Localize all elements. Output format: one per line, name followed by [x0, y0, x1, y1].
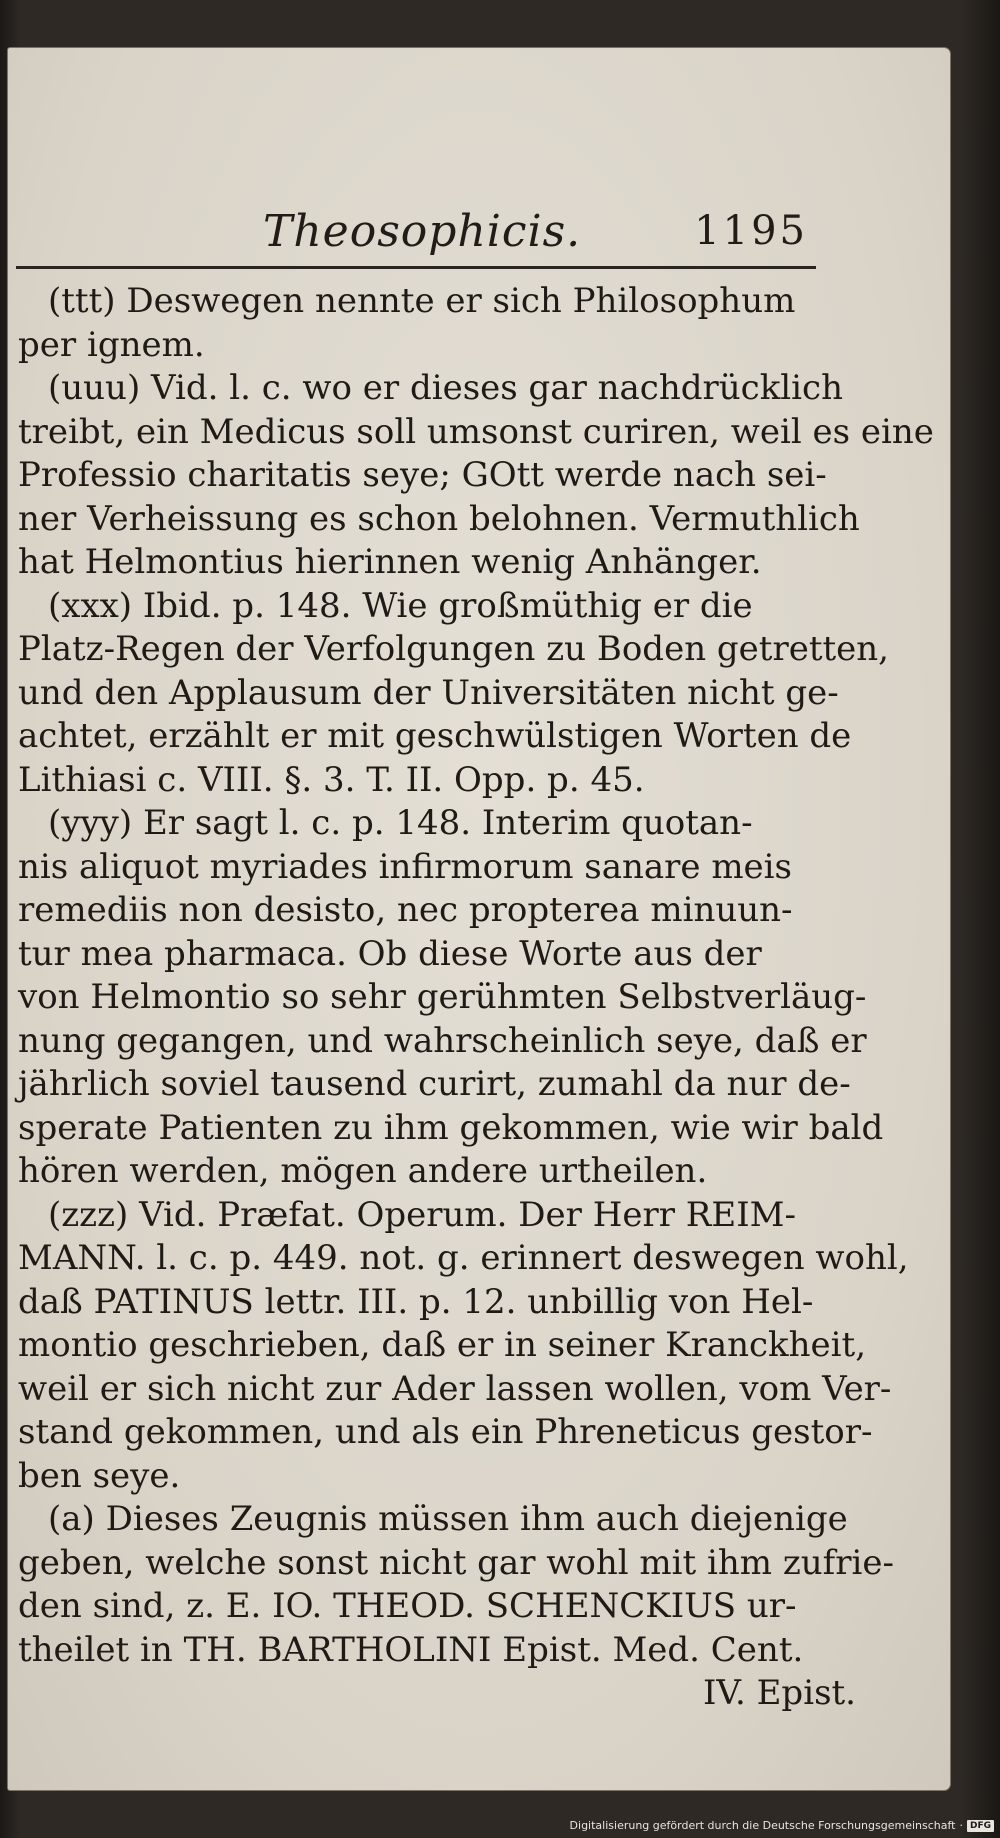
digitization-credit: Digitalisierung gefördert durch die Deutsche Forschungsgemeinschaft · DFG [570, 1819, 994, 1832]
text-line: nis aliquot myriades infirmorum sanare meis [18, 846, 792, 887]
text-line: (xxx) Ibid. p. 148. Wie großmüthig er die [48, 585, 753, 626]
book-page [8, 48, 950, 1790]
text-line: hören werden, mögen andere urtheilen. [18, 1151, 708, 1191]
text-line: MANN. l. c. p. 449. not. g. erinnert deswegen wohl, [18, 1238, 909, 1278]
page-number: 1195 [694, 208, 808, 254]
text-line: IV. Epist. [702, 1673, 856, 1713]
text-line: tur mea pharmaca. Ob diese Worte aus der [18, 933, 762, 974]
header-rule [16, 266, 816, 269]
text-line: (ttt) Deswegen nennte er sich Philosophum [48, 281, 796, 321]
text-line: daß PATINUS lettr. III. p. 12. unbillig von Hel- [18, 1281, 814, 1322]
text-line: weil er sich nicht zur Ader lassen wollen, vom Ver- [18, 1368, 892, 1409]
text-line: theilet in TH. BARTHOLINI Epist. Med. Cent. [18, 1629, 804, 1670]
text-line: ner Verheissung es schon belohnen. Vermuthlich [18, 498, 860, 539]
text-line: von Helmontio so sehr gerühmten Selbstverläug- [18, 977, 867, 1017]
text-line: remediis non desisto, nec propterea minuun- [18, 890, 793, 930]
text-line: stand gekommen, und als ein Phreneticus gestor- [18, 1412, 873, 1452]
text-line: (uuu) Vid. l. c. wo er dieses gar nachdrücklich [48, 368, 843, 408]
text-line: achtet, erzählt er mit geschwülstigen Worten de [18, 716, 852, 756]
text-line: treibt, ein Medicus soll umsonst curiren, weil es eine [18, 411, 934, 452]
text-line: montio geschrieben, daß er in seiner Kranckheit, [18, 1325, 867, 1365]
text-line: (zzz) Vid. Præfat. Operum. Der Herr REIM- [48, 1194, 796, 1235]
text-line: per ignem. [18, 324, 205, 365]
text-line: hat Helmontius hierinnen wenig Anhänger. [18, 542, 762, 582]
dfg-logo-icon: DFG [967, 1820, 994, 1832]
text-line: Professio charitatis seye; GOtt werde nach sei- [18, 455, 827, 495]
text-line: den sind, z. E. IO. THEOD. SCHENCKIUS ur- [18, 1586, 797, 1626]
credit-text: Digitalisierung gefördert durch die Deutsche Forschungsgemeinschaft [569, 1819, 956, 1832]
footnotes-text [18, 280, 934, 1716]
text-line: (a) Dieses Zeugnis müssen ihm auch diejenige [48, 1499, 848, 1539]
text-line: ben seye. [18, 1455, 181, 1496]
text-line: jährlich soviel tausend curirt, zumahl da nur de- [18, 1064, 851, 1104]
text-line: Platz-Regen der Verfolgungen zu Boden getretten, [18, 629, 889, 669]
text-line: (yyy) Er sagt l. c. p. 148. Interim quotan- [48, 803, 753, 843]
text-line: und den Applausum der Universitäten nicht ge- [18, 672, 839, 713]
text-line: geben, welche sonst nicht gar wohl mit ihm zufrie- [18, 1542, 894, 1583]
text-line: sperate Patienten zu ihm gekommen, wie wir bald [18, 1107, 884, 1148]
text-line: nung gegangen, und wahrscheinlich seye, daß er [18, 1020, 867, 1061]
running-title: Theosophicis. [263, 206, 582, 257]
text-line: Lithiasi c. VIII. §. 3. T. II. Opp. p. 45. [18, 759, 645, 800]
page-header [263, 206, 808, 266]
